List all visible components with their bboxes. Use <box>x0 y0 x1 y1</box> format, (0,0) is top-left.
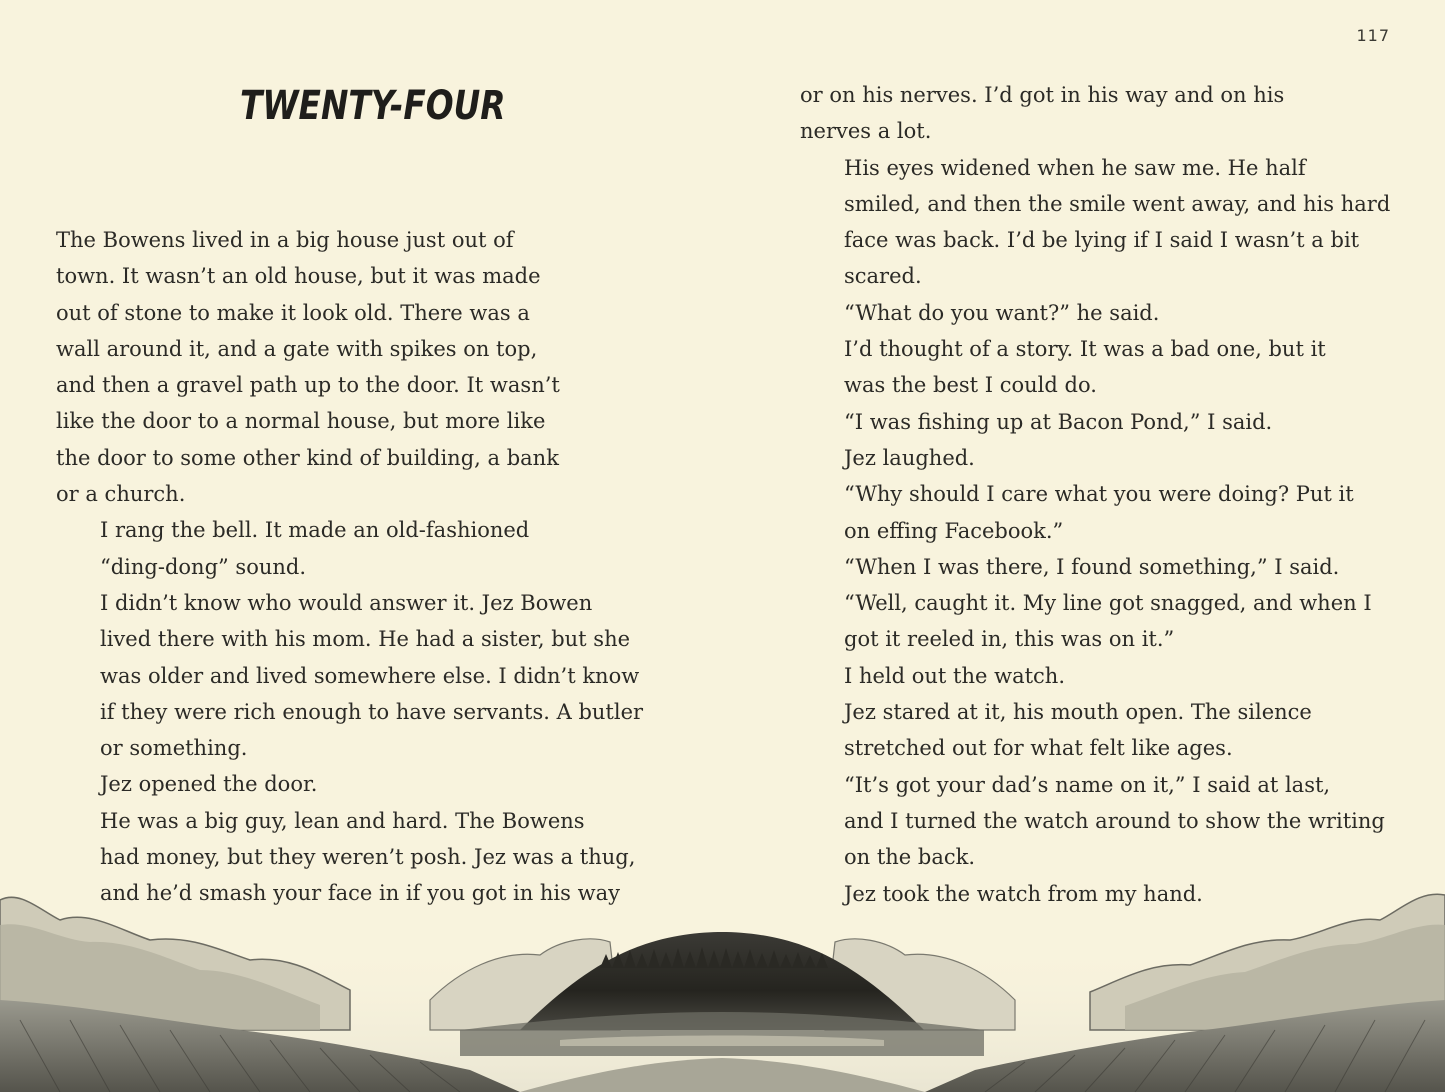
page-number: 117 <box>1356 26 1390 45</box>
left-page-paragraph <box>56 585 656 766</box>
left-page-text-line: had money, but they weren’t posh. Jez was a thug, <box>100 845 636 870</box>
right-page-text-line: or on his nerves. I’d got in his way and on his <box>800 83 1285 107</box>
right-page-text-line: Jez stared at it, his mouth open. The silence <box>844 700 1312 725</box>
right-page-paragraph <box>800 150 1400 295</box>
right-page-text-line: Jez took the watch from my hand. <box>844 881 1203 906</box>
left-page-text <box>56 222 656 912</box>
right-page-text-line: got it reeled in, this was on it.” <box>844 627 1175 652</box>
right-page-text-line: I’d thought of a story. It was a bad one, but it <box>844 337 1326 362</box>
right-page-text-line: Jez laughed. <box>844 445 975 470</box>
left-page-text-line: lived there with his mom. He had a sister, but she <box>100 627 631 652</box>
left-page-paragraph <box>56 222 656 512</box>
left-page-text-line: “ding-dong” sound. <box>100 554 307 579</box>
right-page-text-line: “It’s got your dad’s name on it,” I said at last, <box>844 772 1331 797</box>
right-page-text-line: scared. <box>844 264 922 289</box>
right-page-paragraph <box>800 549 1400 658</box>
left-page-text-line: Jez opened the door. <box>100 772 318 797</box>
left-page-text-line: town. It wasn’t an old house, but it was made <box>56 264 541 289</box>
left-page-text-line: or something. <box>100 736 248 761</box>
right-page-text <box>800 77 1400 912</box>
right-page-text-line: “Why should I care what you were doing? Put it <box>844 482 1354 507</box>
right-page-paragraph <box>800 440 1400 476</box>
right-page-text-line: “What do you want?” he said. <box>844 300 1160 325</box>
left-page-text-line: and he’d smash your face in if you got in his way <box>100 881 620 906</box>
right-page-text-line: and I turned the watch around to show the writing <box>844 808 1385 833</box>
left-page-text-line: He was a big guy, lean and hard. The Bowens <box>100 808 585 833</box>
right-page-paragraph <box>800 694 1400 767</box>
right-page-text-line: on effing Facebook.” <box>844 518 1064 543</box>
right-page-paragraph <box>800 404 1400 440</box>
left-page-text-line: or a church. <box>56 482 186 507</box>
chapter-title: TWENTY-FOUR <box>240 83 506 129</box>
right-page-paragraph <box>800 658 1400 694</box>
right-page-text-line: I held out the watch. <box>844 663 1066 688</box>
right-page-text-line: “I was fishing up at Bacon Pond,” I said. <box>844 409 1273 434</box>
right-page-text-line: smiled, and then the smile went away, and his hard <box>844 191 1391 216</box>
right-page-paragraph <box>800 295 1400 331</box>
left-page-text-line: was older and lived somewhere else. I didn’t know <box>100 663 640 688</box>
right-page-paragraph <box>800 77 1400 150</box>
right-page-text-line: “Well, caught it. My line got snagged, and when I <box>844 591 1372 616</box>
right-page-paragraph <box>800 476 1400 549</box>
right-page-paragraph <box>800 331 1400 404</box>
right-page-text-line: nerves a lot. <box>800 119 932 144</box>
left-page-paragraph <box>56 512 656 585</box>
right-page-text-line: “When I was there, I found something,” I said. <box>844 554 1340 579</box>
left-page-text-line: I rang the bell. It made an old-fashioned <box>100 518 530 543</box>
left-page-paragraph <box>56 766 656 802</box>
right-page-text-line: was the best I could do. <box>844 373 1097 398</box>
left-page-text-line: wall around it, and a gate with spikes on top, <box>56 336 538 361</box>
right-page-text-line: face was back. I’d be lying if I said I wasn’t a bit <box>844 228 1360 253</box>
landscape-illustration <box>0 880 1445 1092</box>
left-page-text-line: out of stone to make it look old. There was a <box>56 300 530 325</box>
left-page-text-line: like the door to a normal house, but more like <box>56 409 546 434</box>
right-page-text-line: stretched out for what felt like ages. <box>844 736 1233 761</box>
right-page-text-line: His eyes widened when he saw me. He half <box>844 155 1306 180</box>
left-page-text-line: if they were rich enough to have servants. A butler <box>100 699 644 724</box>
right-page-paragraph <box>800 767 1400 876</box>
left-page-text-line: and then a gravel path up to the door. It wasn’t <box>56 373 560 398</box>
right-page-text-line: on the back. <box>844 845 976 870</box>
left-page-text-line: the door to some other kind of building, a bank <box>56 445 559 470</box>
left-page-text-line: The Bowens lived in a big house just out of <box>56 228 514 252</box>
left-page-text-line: I didn’t know who would answer it. Jez Bowen <box>100 590 593 615</box>
